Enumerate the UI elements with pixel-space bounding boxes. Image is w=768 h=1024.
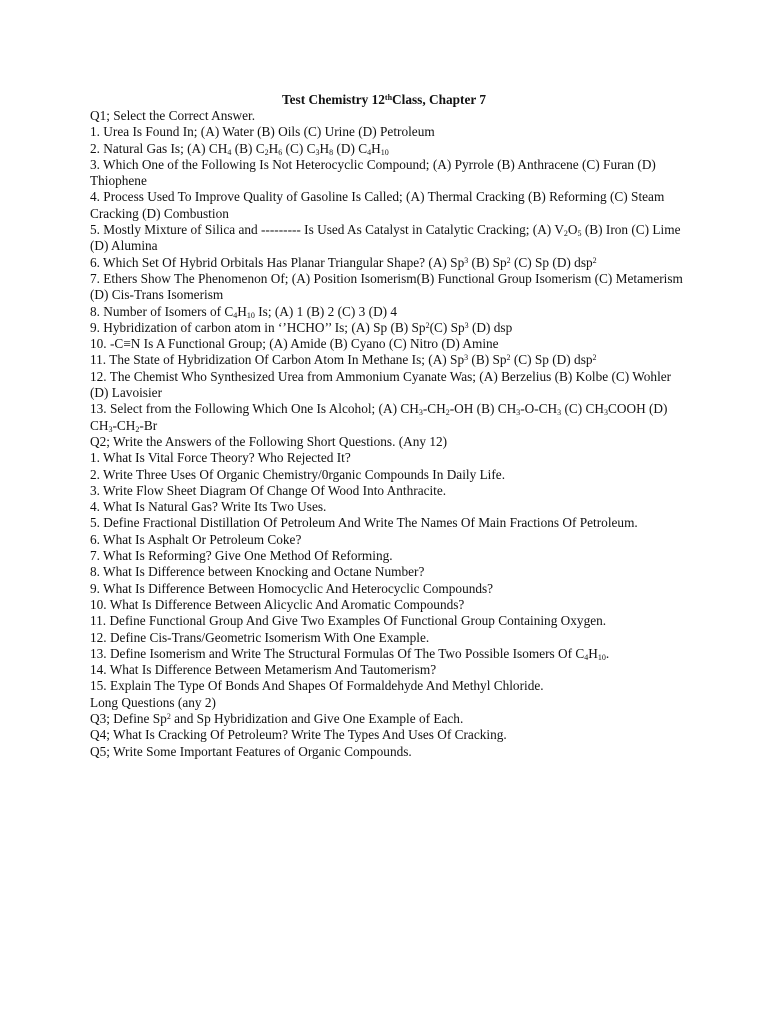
- text-line: 1. Urea Is Found In; (A) Water (B) Oils (C) Urine (D) Petroleum: [90, 124, 435, 140]
- text-line: 2. Write Three Uses Of Organic Chemistry/0rganic Compounds In Daily Life.: [90, 466, 506, 482]
- text-line: 11. The State of Hybridization Of Carbon Atom In Methane Is; (A) Sp$^3$ (B) Sp$^2$ (C) Sp (D) dsp$^2$: [90, 352, 597, 368]
- text-line: 5. Define Fractional Distillation Of Petroleum And Write The Names Of Main Fractions Of Petroleum.: [90, 515, 638, 531]
- text-line: Q1; Select the Correct Answer.: [90, 108, 256, 123]
- text-line: 7. What Is Reforming? Give One Method Of Reforming.: [90, 548, 393, 564]
- text-line: Q3; Define Sp$^2$ and Sp Hybridization and Give One Example of Each.: [90, 710, 464, 726]
- document-body: [90, 108, 690, 760]
- text-line: 3. Which One of the Following Is Not Heterocyclic Compound; (A) Pyrrole (B) Anthracene (C) Furan (D) Thiophene: [90, 156, 659, 189]
- text-line: 10. What Is Difference Between Alicyclic And Aromatic Compounds?: [90, 596, 465, 612]
- text-line: 4. What Is Natural Gas? Write Its Two Uses.: [90, 499, 327, 515]
- text-line: 12. Define Cis-Trans/Geometric Isomerism With One Example.: [90, 629, 430, 645]
- text-line: 12. The Chemist Who Synthesized Urea from Ammonium Cyanate Was; (A) Berzelius (B) Kolbe (C) Wohler (D) Lavoisier: [90, 368, 675, 401]
- text-line: Long Questions (any 2): [90, 694, 216, 710]
- text-line: Q5; Write Some Important Features of Organic Compounds.: [90, 743, 412, 759]
- text-line: Q2; Write the Answers of the Following Short Questions. (Any 12): [90, 433, 448, 449]
- text-line: 1. What Is Vital Force Theory? Who Rejected It?: [90, 450, 351, 466]
- text-line: 8. What Is Difference between Knocking and Octane Number?: [90, 564, 425, 580]
- text-line: 8. Number of Isomers of $C_4H_{10}$ Is; (A) 1 (B) 2 (C) 3 (D) 4: [90, 303, 398, 320]
- text-line: 10. -C≡N Is A Functional Group; (A) Amide (B) Cyano (C) Nitro (D) Amine: [90, 336, 499, 352]
- text-line: 13. Define Isomerism and Write The Structural Formulas Of The Two Possible Isomers Of $C_4H_{10}$.: [90, 645, 610, 662]
- text-line: 4. Process Used To Improve Quality of Gasoline Is Called; (A) Thermal Cracking (B) Reforming (C) Steam Cracking (D) Combustion: [90, 189, 668, 221]
- text-line: 2. Natural Gas Is; (A) $CH_4$ (B) $C_2H_6$ (C) $C_3H_8$ (D) $C_4H_{10}$: [90, 140, 389, 157]
- text-line: 13. Select from the Following Which One Is Alcohol; (A) $CH_3-CH_2-OH$ (B) $CH_3-O-CH_3$ (C) $CH_3COOH$ (D) $CH_3-CH_2-Br$: [90, 401, 671, 434]
- text-line: 9. What Is Difference Between Homocyclic And Heterocyclic Compounds?: [90, 580, 494, 596]
- text-line: 14. What Is Difference Between Metamerism And Tautomerism?: [90, 662, 437, 678]
- page-title: Test Chemistry 12thClass, Chapter 7: [282, 92, 486, 107]
- text-line: 7. Ethers Show The Phenomenon Of; (A) Position Isomerism(B) Functional Group Isomerism (C) Metamerism (D) Cis-Trans Isomerism: [90, 270, 687, 303]
- text-line: 9. Hybridization of carbon atom in ‘’HCHO’’ Is; (A) Sp (B) Sp$^2$(C) Sp$^3$ (D) dsp: [90, 319, 513, 335]
- text-line: 6. Which Set Of Hybrid Orbitals Has Planar Triangular Shape? (A) Sp$^3$ (B) Sp$^2$ (C) Sp (D) dsp$^2$: [90, 254, 597, 270]
- text-line: 5. Mostly Mixture of Silica and --------- Is Used As Catalyst in Catalytic Cracking; (A) $V_2O_5$ (B) Iron (C) Lime (D) Alumina: [90, 222, 684, 254]
- text-line: 15. Explain The Type Of Bonds And Shapes Of Formaldehyde And Methyl Chloride.: [90, 678, 544, 694]
- text-line: 3. Write Flow Sheet Diagram Of Change Of Wood Into Anthracite.: [90, 482, 447, 498]
- text-line: Q4; What Is Cracking Of Petroleum? Write The Types And Uses Of Cracking.: [90, 727, 507, 743]
- text-line: 6. What Is Asphalt Or Petroleum Coke?: [90, 531, 302, 547]
- text-line: 11. Define Functional Group And Give Two Examples Of Functional Group Containing Oxygen.: [90, 613, 607, 629]
